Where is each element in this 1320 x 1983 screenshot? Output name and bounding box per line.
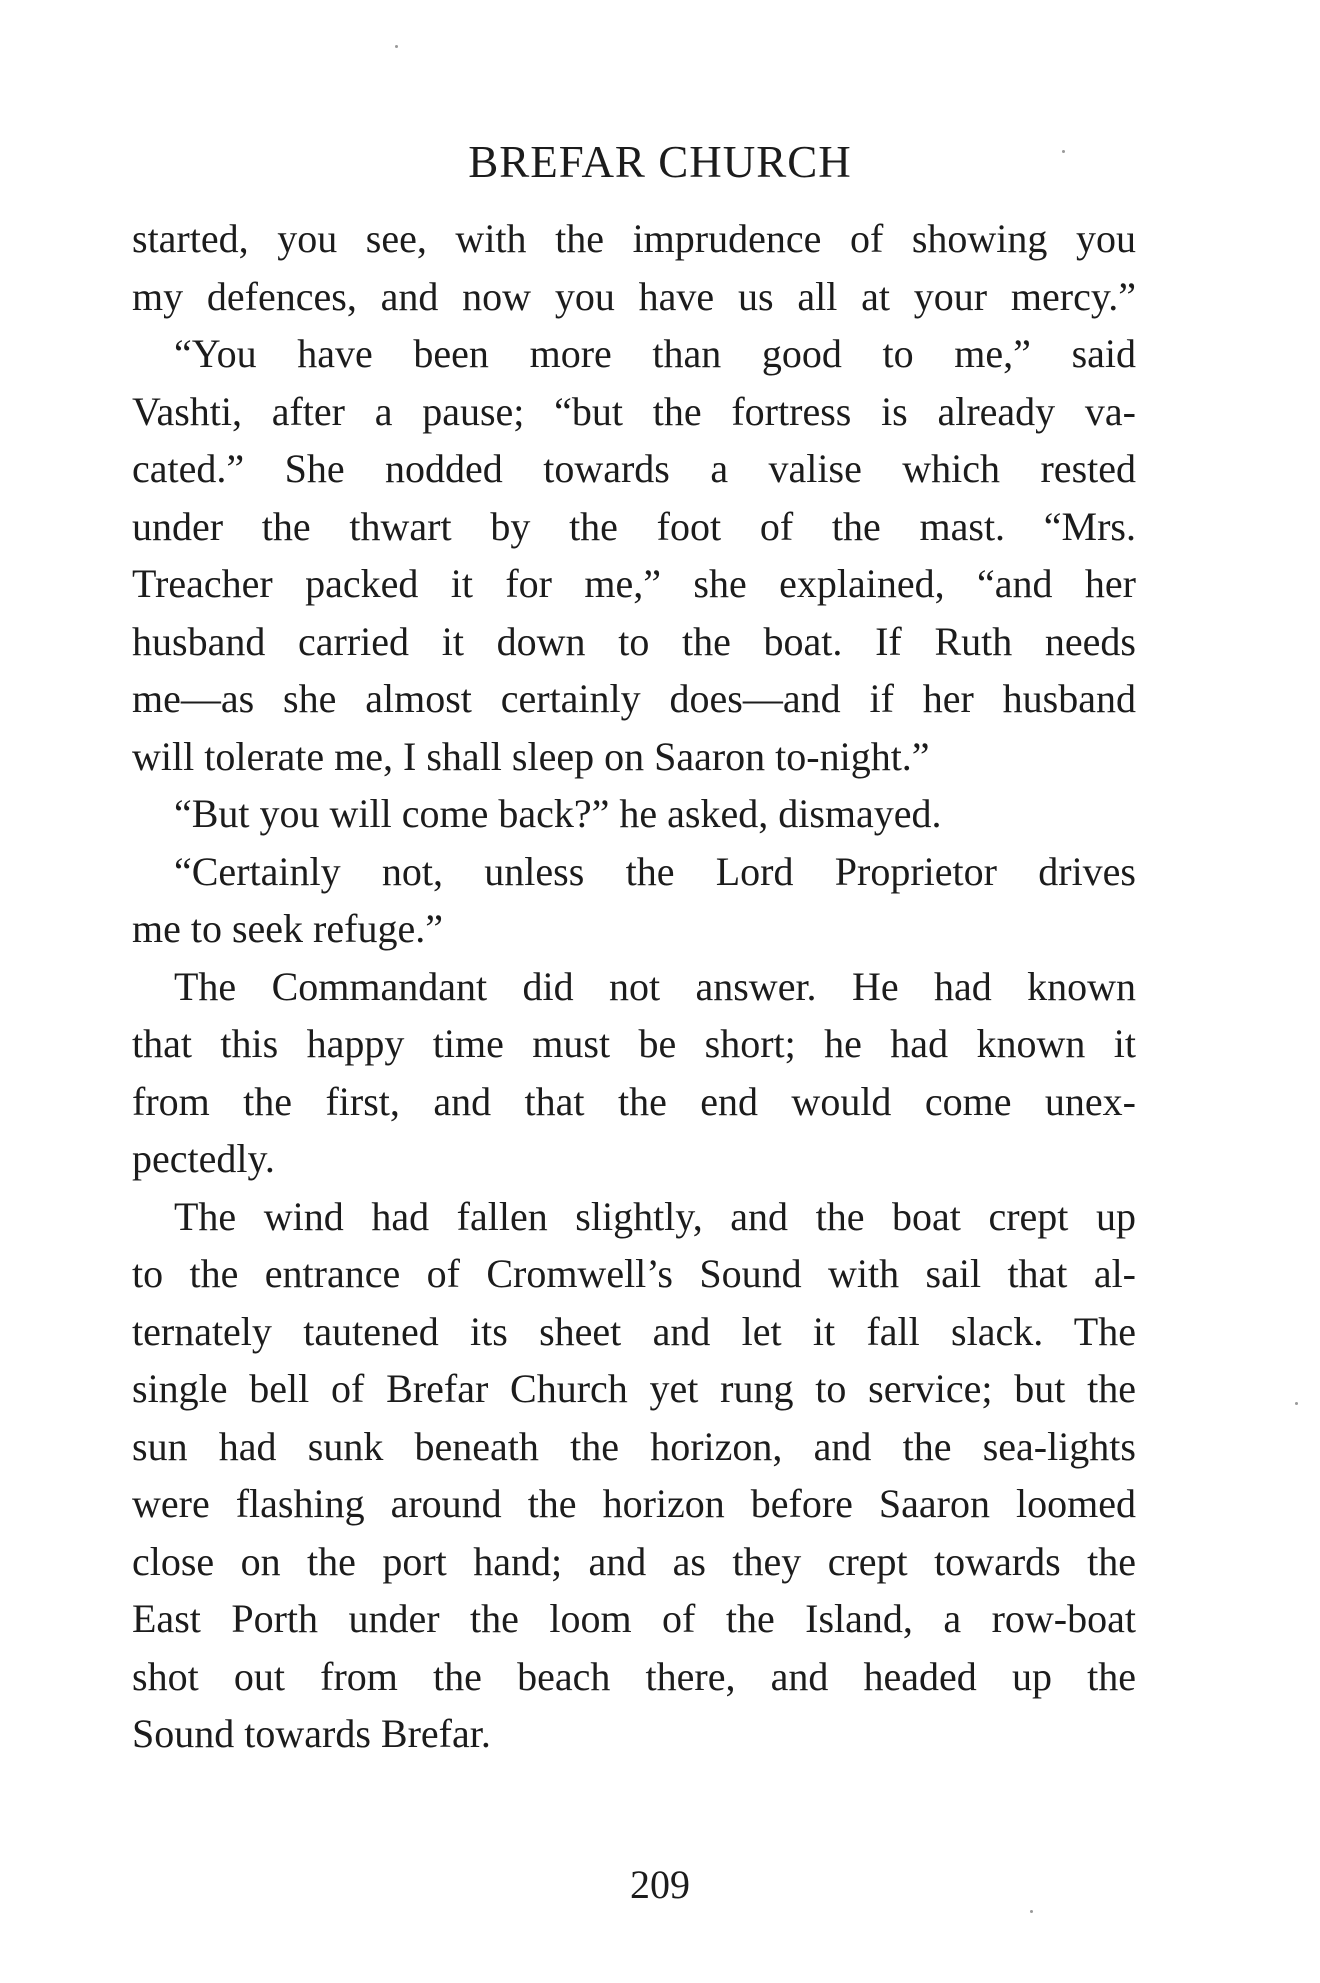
text-line: me—as she almost certainly does—and if her husband (132, 676, 1136, 721)
text-line: started, you see, with the imprudence of showing you (132, 216, 1136, 261)
paper-speck (1062, 150, 1065, 153)
text-line: Vashti, after a pause; “but the fortress is already va- (132, 388, 1136, 434)
text-line: Sound towards Brefar. (132, 1711, 491, 1756)
text-line: will tolerate me, I shall sleep on Saaron to-night.” (132, 733, 930, 779)
text-line: my defences, and now you have us all at your mercy.” (132, 273, 1136, 319)
running-head: BREFAR CHURCH (468, 137, 852, 187)
text-line: “But you will come back?” he asked, dismayed. (174, 791, 942, 836)
body-text (132, 210, 1136, 1763)
text-line: close on the port hand; and as they crept towards the (132, 1538, 1136, 1584)
text-line: pectedly. (132, 1136, 275, 1181)
text-line: me to seek refuge.” (132, 906, 443, 951)
text-line: sun had sunk beneath the horizon, and the sea-lights (132, 1423, 1136, 1469)
paper-speck (395, 45, 398, 48)
text-line: The wind had fallen slightly, and the boat crept up (174, 1193, 1136, 1239)
text-line: single bell of Brefar Church yet rung to service; but the (132, 1366, 1136, 1411)
text-line: shot out from the beach there, and headed up the (132, 1653, 1136, 1699)
text-line: to the entrance of Cromwell’s Sound with sail that al- (132, 1251, 1136, 1296)
text-line: from the first, and that the end would come unex- (132, 1078, 1136, 1124)
text-line: cated.” She nodded towards a valise which rested (132, 446, 1136, 491)
text-line: that this happy time must be short; he had known it (132, 1021, 1136, 1066)
text-line: ternately tautened its sheet and let it fall slack. The (132, 1308, 1136, 1354)
text-line: husband carried it down to the boat. If Ruth needs (132, 618, 1136, 664)
text-line: East Porth under the loom of the Island, a row-boat (132, 1596, 1136, 1641)
text-line: “Certainly not, unless the Lord Proprietor drives (174, 848, 1136, 894)
text-line: under the thwart by the foot of the mast. “Mrs. (132, 503, 1136, 549)
text-line: Treacher packed it for me,” she explained, “and her (132, 561, 1136, 606)
paper-speck (1295, 1402, 1298, 1405)
text-line: “You have been more than good to me,” said (174, 331, 1136, 376)
text-line: were flashing around the horizon before Saaron loomed (132, 1481, 1136, 1526)
page-number: 209 (630, 1862, 690, 1907)
paper-speck (1030, 1910, 1033, 1913)
text-line: The Commandant did not answer. He had known (174, 963, 1136, 1009)
